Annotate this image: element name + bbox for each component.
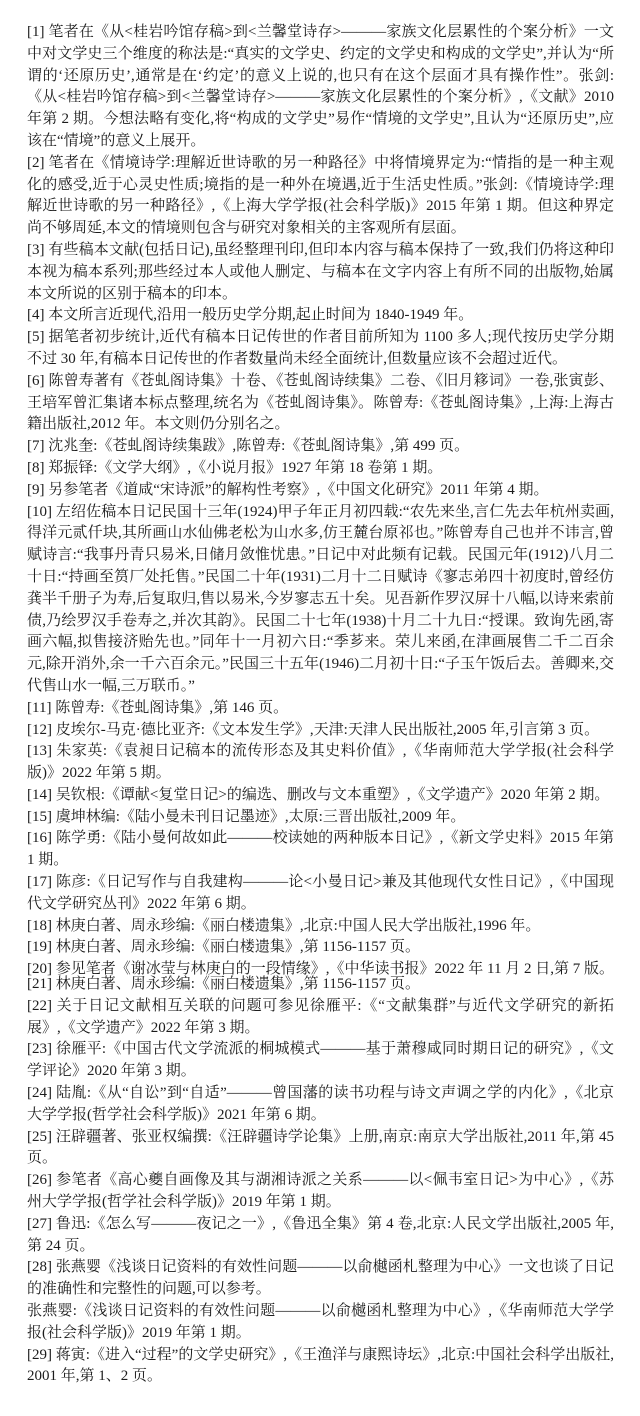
footnote-marker: [20] [27, 961, 52, 978]
footnote-marker: [6] [27, 372, 45, 389]
footnote-marker: [25] [27, 1128, 52, 1145]
footnote-marker: [10] [27, 503, 52, 520]
footnote-item [27, 720, 614, 742]
footnote-marker: [21] [27, 976, 52, 993]
footnote-item [27, 153, 614, 240]
footnote-marker: [19] [27, 939, 52, 956]
footnote-item [27, 1214, 614, 1258]
footnote-text: 参见笔者《谢冰莹与林庚白的一段情缘》,《中华读书报》2022 年 11 月 2 日,第 7 版。 [55, 961, 614, 978]
footnote-text: 鲁迅:《怎么写———夜记之一》,《鲁迅全集》第 4 卷,北京:人民文学出版社,2005 年,第 24 页。 [27, 1215, 615, 1254]
footnote-marker: [28] [27, 1259, 52, 1276]
footnote-item [27, 458, 614, 480]
footnote-item [27, 1257, 614, 1301]
footnote-text: 陆胤:《从“自讼”到“自适”———曾国藩的读书功程与诗文声调之学的内化》,《北京大学学报(哲学社会科学版)》2021 年第 6 期。 [27, 1085, 614, 1123]
footnote-item [27, 327, 614, 371]
footnote-text: 张燕婴《浅谈日记资料的有效性问题———以俞樾函札整理为中心》一文也谈了日记的准确性和完整性的问题,可以参考。 [27, 1259, 614, 1298]
footnote-text: 陈彦:《日记写作与自我建构———论<小曼日记>兼及其他现代女性日记》,《中国现代文学研究丛刊》2022 年第 6 期。 [27, 874, 615, 912]
footnote-marker: [13] [27, 743, 52, 760]
footnote-text: 笔者在《情境诗学:理解近世诗歌的另一种路径》中将情境界定为:“情指的是一种主观化的感受,近于心灵史性质;境指的是一种外在境遇,近于生活史性质。”张剑:《情境诗学:理解近世诗歌的另一种路径》,《上海大学学报(社会科学版)》2015 年第 1 期。但这种界定尚不够周延,本文的情境则包含与研究对象相关的主客观所有层面。 [27, 154, 615, 237]
footnote-text: 朱家英:《袁昶日记稿本的流传形态及其史料价值》,《华南师范大学学报(社会科学版)》2022 年第 5 期。 [27, 743, 615, 782]
footnote-text: 有些稿本文献(包括日记),虽经整理刊印,但印本内容与稿本保持了一致,我们仍将这种印本视为稿本系列;那些经过本人或他人删定、与稿本在文字内容上有所不同的出版物,始属本文所说的区别于稿本的印本。 [27, 241, 615, 302]
footnote-text: 笔者在《从<桂岩吟馆存稿>到<兰馨堂诗存>———家族文化层累性的个案分析》一文中对文学史三个维度的称法是:“真实的文学史、约定的文学史和构成的文学史”,并认为“所谓的‘还原历史’,通常是在‘约定’的意义上说的,也只有在这个层面才具有操作性”。张剑:《从<桂岩吟馆存稿>到<兰馨堂诗存>———家族文化层累性的个案分析》,《文献》2010 年第 2 期。今想法略有变化,将“构成的文学史”易作“情境的文学史”,且认为“还原历史”,应该在“情境”的意义上展开。 [27, 24, 615, 149]
footnote-item [27, 916, 614, 938]
footnote-item [27, 828, 614, 872]
footnote-item [27, 1345, 614, 1389]
footnote-item [27, 240, 614, 305]
footnote-marker: [24] [27, 1085, 52, 1102]
footnote-text: 虞坤林编:《陆小曼未刊日记墨迹》,太原:三晋出版社,2009 年。 [55, 808, 466, 825]
footnote-item [27, 1127, 614, 1171]
footnote-marker: [12] [27, 721, 52, 738]
footnote-item [27, 305, 614, 327]
footnote-item-continuation [27, 1301, 614, 1345]
footnote-text: 郑振铎:《文学大纲》,《小说月报》1927 年第 18 卷第 1 期。 [48, 459, 443, 476]
footnote-item [27, 937, 614, 959]
footnote-item [27, 807, 614, 829]
footnote-text: 张燕婴:《浅谈日记资料的有效性问题———以俞樾函札整理为中心》,《华南师范大学学报(社会科学版)》2019 年第 1 期。 [27, 1303, 614, 1341]
footnote-marker: [29] [27, 1346, 52, 1363]
footnote-marker: [11] [27, 699, 52, 716]
footnote-item [27, 996, 614, 1040]
footnote-text: 皮埃尔-马克·德比亚齐:《文本发生学》,天津:天津人民出版社,2005 年,引言第 3 页。 [55, 721, 600, 738]
footnote-text: 据笔者初步统计,近代有稿本日记传世的作者目前所知为 1100 多人;现代按历史学分期不过 30 年,有稿本日记传世的作者数量尚未经全面统计,但数量应该不会超过近代。 [27, 329, 615, 367]
footnote-marker: [5] [27, 329, 45, 346]
footnote-marker: [22] [27, 997, 52, 1014]
footnote-item [27, 1083, 614, 1127]
footnote-item [27, 1170, 614, 1214]
footnote-item [27, 1039, 614, 1083]
footnote-text: 另参笔者《道咸“宋诗派”的解构性考察》,《中国文化研究》2011 年第 4 期。 [48, 481, 549, 498]
footnote-item [27, 371, 614, 436]
footnote-text: 沈兆奎:《苍虬阁诗续集跋》,陈曾寿:《苍虬阁诗集》,第 499 页。 [48, 438, 470, 455]
footnote-text: 吴钦根:《谭献<复堂日记>的编选、删改与文本重塑》,《文学遗产》2020 年第 2 期。 [55, 786, 610, 803]
footnote-text: 参笔者《高心夔自画像及其与湖湘诗派之关系———以<佩韦室日记>为中心》,《苏州大学学报(哲学社会科学版)》2019 年第 1 期。 [27, 1172, 614, 1211]
footnote-text: 蒋寅:《进入“过程”的文学史研究》,《王渔洋与康熙诗坛》,北京:中国社会科学出版社,2001 年,第 1、2 页。 [27, 1346, 615, 1385]
footnote-marker: [9] [27, 481, 45, 498]
footnote-marker: [3] [27, 241, 45, 258]
footnote-text: 陈曾寿著有《苍虬阁诗集》十卷、《苍虬阁诗续集》二卷、《旧月簃词》一卷,张寅彭、王培军曾汇集诸本标点整理,统名为《苍虬阁诗集》。陈曾寿:《苍虬阁诗集》,上海:上海古籍出版社,2012 年。本文则仍分别名之。 [27, 372, 614, 433]
footnote-text: 关于日记文献相互关联的问题可参见徐雁平:《“文献集群”与近代文学研究的新拓展》,《文学遗产》2022 年第 3 期。 [27, 997, 614, 1036]
footnote-marker: [23] [27, 1041, 52, 1058]
footnote-item [27, 872, 614, 916]
footnote-marker: [26] [27, 1172, 52, 1189]
footnote-text: 汪辟疆著、张亚权编撰:《汪辟疆诗学论集》上册,南京:南京大学出版社,2011 年,第 45 页。 [27, 1128, 614, 1167]
footnote-text: 本文所言近现代,沿用一般历史学分期,起止时间为 1840-1949 年。 [48, 307, 474, 324]
footnote-marker: [2] [27, 154, 45, 171]
footnote-marker: [7] [27, 438, 45, 455]
footnote-text: 左绍佐稿本日记民国十三年(1924)甲子年正月初四载:“农先来坐,言仁先去年杭州卖画,得洋元贰仟块,其所画山水仙佛老松为山水多,仿王麓台原祁也。”陈曾寿自己也并不讳言,曾赋诗言:“我事丹青只易米,日储月敛惟忧患。”日记中对此频有记载。民国元年(1912)八月二十日:“持画至筼厂处托售。”民国二十年(1931)二月十二日赋诗《寥志弟四十初度时,曾经仿龚半千册子为寿,后复取归,售以易米,今岁寥志五十矣。见吾新作罗汉屏十八幅,以诗来索前债,乃绘罗汉手卷寿之,并次其韵》。民国二十七年(1938)十月二十九日:“授课。致询先函,寄画六幅,拟售接济贻先也。”同年十一月初六日:“季芗来。荣儿来函,在津画展售二千二百余元,除开消外,余一千六百余元。”民国三十五年(1946)二月初十日:“子玉午饭后去。善卿来,交代售山水一幅,三万联币。” [27, 503, 614, 694]
footnote-marker: [4] [27, 307, 45, 324]
footnote-marker: [18] [27, 917, 52, 934]
footnote-item [27, 741, 614, 785]
footnote-text: 林庚白著、周永珍编:《丽白楼遗集》,北京:中国人民大学出版社,1996 年。 [55, 917, 541, 934]
footnote-text: 林庚白著、周永珍编:《丽白楼遗集》,第 1156-1157 页。 [55, 939, 421, 956]
footnote-marker: [8] [27, 459, 45, 476]
footnote-marker: [17] [27, 874, 52, 891]
footnote-text: 林庚白著、周永珍编:《丽白楼遗集》,第 1156-1157 页。 [55, 976, 421, 993]
footnote-marker: [15] [27, 808, 52, 825]
footnote-item [27, 698, 614, 720]
footnote-item [27, 480, 614, 502]
footnote-item [27, 785, 614, 807]
footnote-item [27, 436, 614, 458]
footnote-item [27, 22, 614, 153]
footnote-text: 陈学勇:《陆小曼何故如此———校读她的两种版本日记》,《新文学史料》2015 年第 1 期。 [27, 830, 615, 869]
footnote-marker: [1] [27, 24, 45, 40]
footnote-marker: [14] [27, 786, 52, 803]
footnote-marker: [27] [27, 1215, 52, 1232]
footnote-marker: [16] [27, 830, 52, 847]
footnote-item [27, 502, 614, 698]
footnote-text: 陈曾寿:《苍虬阁诗集》,第 146 页。 [55, 699, 289, 716]
footnote-text: 徐雁平:《中国古代文学流派的桐城模式———基于萧穆咸同时期日记的研究》,《文学评论》2020 年第 3 期。 [27, 1041, 615, 1080]
